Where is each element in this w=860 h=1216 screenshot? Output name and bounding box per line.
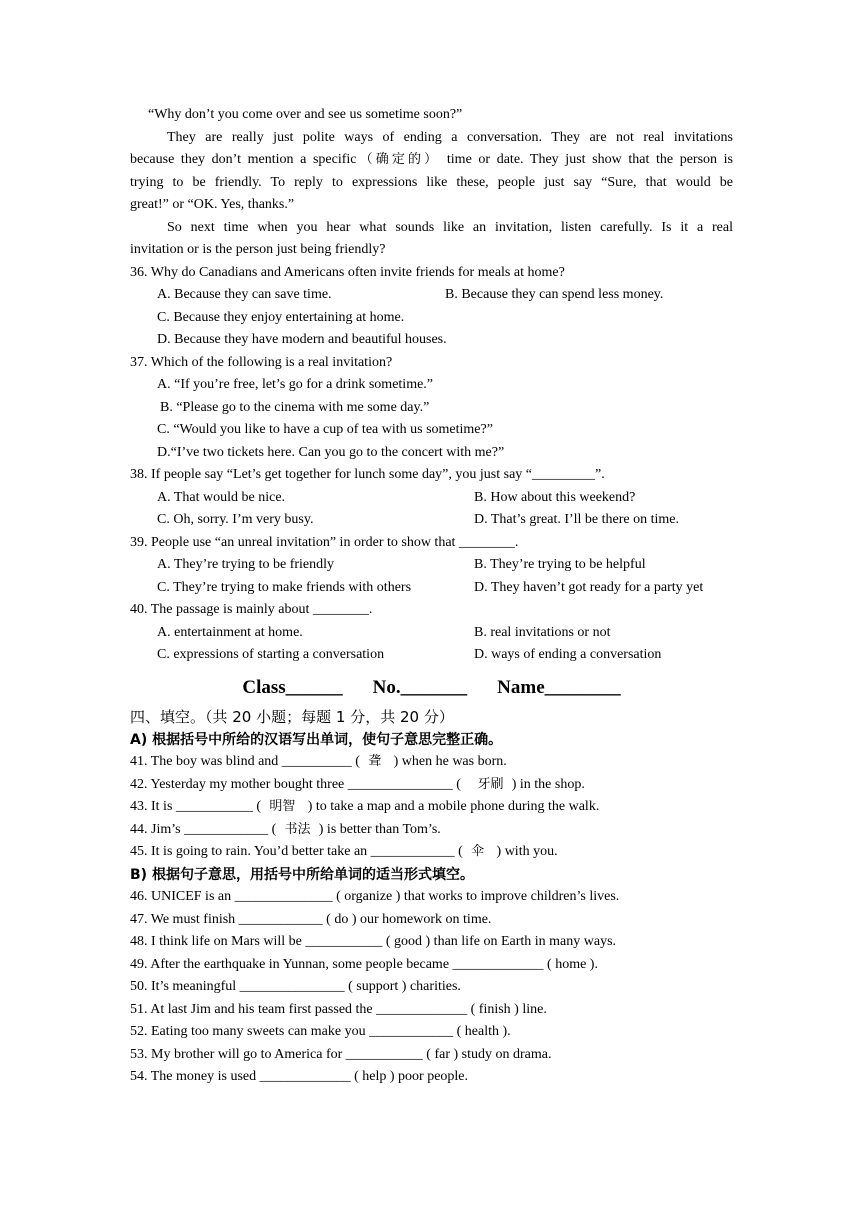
student-info [130, 671, 733, 705]
question-stem: 38. If people say “Let’s get together for lunch some day”, you just say “_________”. [130, 467, 605, 482]
name-field[interactable]: Name________ [497, 676, 621, 698]
fill-item-53: 53. My brother will go to America for ___________ ( far ) study on drama. [130, 1046, 552, 1062]
option-b: B. They’re trying to be helpful [474, 557, 646, 572]
fill-item-50: 50. It’s meaningful _______________ ( support ) charities. [130, 979, 461, 994]
question-40 [130, 599, 733, 667]
fill-item-49: 49. After the earthquake in Yunnan, some people became _____________ ( home ). [130, 956, 598, 972]
question-stem: 39. People use “an unreal invitation” in order to show that ________. [130, 534, 519, 550]
option-d: D. ways of ending a conversation [474, 647, 662, 662]
fill-item-42: 42. Yesterday my mother bought three _______________ ( 牙刷 ) in the shop. [130, 776, 585, 792]
option-a: A. Because they can save time. [157, 287, 332, 302]
question-39 [130, 532, 733, 600]
chinese-hint: 书法 [276, 821, 319, 837]
exam-page [130, 104, 733, 1089]
chinese-gloss: （确定的） [356, 152, 441, 167]
option-a: A. They’re trying to be friendly [157, 557, 335, 572]
chinese-hint: 牙刷 [460, 776, 512, 792]
section-title: 四、填空。（共 20 小题；每题 1 分，共 20 分） [130, 707, 454, 726]
option-d: D. Because they have modern and beautiful houses. [157, 332, 447, 347]
fill-item-41: 41. The boy was blind and __________ ( 聋 ) when he was born. [130, 754, 507, 769]
option-d: D. That’s great. I’ll be there on time. [474, 512, 680, 527]
chinese-hint: 聋 [359, 754, 394, 769]
passage-line: great!” or “OK. Yes, thanks.” [130, 197, 295, 212]
option-c: C. “Would you like to have a cup of tea with us sometime?” [157, 422, 493, 437]
option-c: C. They’re trying to make friends with others [157, 579, 412, 595]
option-b: B. “Please go to the cinema with me some day.” [160, 399, 430, 415]
option-d: D.“I’ve two tickets here. Can you go to the concert with me?” [157, 444, 505, 460]
fill-item-47: 47. We must finish ____________ ( do ) our homework on time. [130, 911, 492, 927]
option-d: D. They haven’t got ready for a party yet [474, 579, 704, 595]
chinese-hint: 伞 [462, 844, 497, 859]
class-field[interactable]: Class______ [242, 676, 343, 698]
question-stem: 37. Which of the following is a real invitation? [130, 354, 393, 370]
passage-line: So next time when you hear what sounds like an invitation, listen carefully. Is it a real [167, 219, 733, 235]
question-36 [130, 262, 733, 352]
option-b: B. Because they can spend less money. [445, 287, 664, 302]
option-a: A. “If you’re free, let’s go for a drink sometime.” [157, 377, 434, 392]
fill-item-43: 43. It is ___________ ( 明智 ) to take a map and a mobile phone during the walk. [130, 799, 600, 814]
option-a: A. That would be nice. [157, 489, 286, 505]
fill-item-51: 51. At last Jim and his team first passed the _____________ ( finish ) line. [130, 1001, 547, 1017]
question-stem: 36. Why do Canadians and Americans often invite friends for meals at home? [130, 264, 565, 280]
passage-line: invitation or is the person just being friendly? [130, 242, 386, 257]
number-field[interactable]: No._______ [372, 676, 468, 698]
fill-item-46: 46. UNICEF is an ______________ ( organize ) that works to improve children’s lives. [130, 889, 620, 904]
passage-line: trying to be friendly. To reply to expressions like these, people just say “Sure, that would be [130, 174, 733, 190]
option-c: C. expressions of starting a conversation [157, 647, 385, 662]
fill-item-45: 45. It is going to rain. You’d better take an ____________ ( 伞 ) with you. [130, 844, 558, 859]
option-c: C. Because they enjoy entertaining at home. [157, 309, 405, 325]
passage-line: because they don’t mention a specific（确定的） time or date. They just show that the person is [130, 152, 733, 167]
chinese-hint: 明智 [261, 799, 308, 814]
part-b-heading: B) 根据句子意思，用括号中所给单词的适当形式填空。 [130, 866, 474, 883]
option-b: B. How about this weekend? [474, 489, 636, 505]
option-c: C. Oh, sorry. I’m very busy. [157, 512, 314, 527]
fill-item-54: 54. The money is used _____________ ( help ) poor people. [130, 1069, 469, 1084]
fill-item-52: 52. Eating too many sweets can make you ____________ ( health ). [130, 1024, 511, 1039]
passage-line: They are really just polite ways of ending a conversation. They are not real invitations [167, 129, 733, 145]
fill-item-44: 44. Jim’s ____________ ( 书法 ) is better than Tom’s. [130, 821, 441, 837]
option-a: A. entertainment at home. [157, 624, 303, 640]
question-stem: 40. The passage is mainly about ________. [130, 602, 373, 617]
question-38 [130, 464, 733, 532]
passage-quote: “Why don’t you come over and see us sometime soon?” [148, 107, 463, 122]
option-b: B. real invitations or not [474, 624, 611, 640]
question-37 [130, 352, 733, 465]
part-a-heading: A) 根据括号中所给的汉语写出单词，使句子意思完整正确。 [130, 731, 503, 748]
fill-item-48: 48. I think life on Mars will be ___________ ( good ) than life on Earth in many ways. [130, 934, 617, 949]
